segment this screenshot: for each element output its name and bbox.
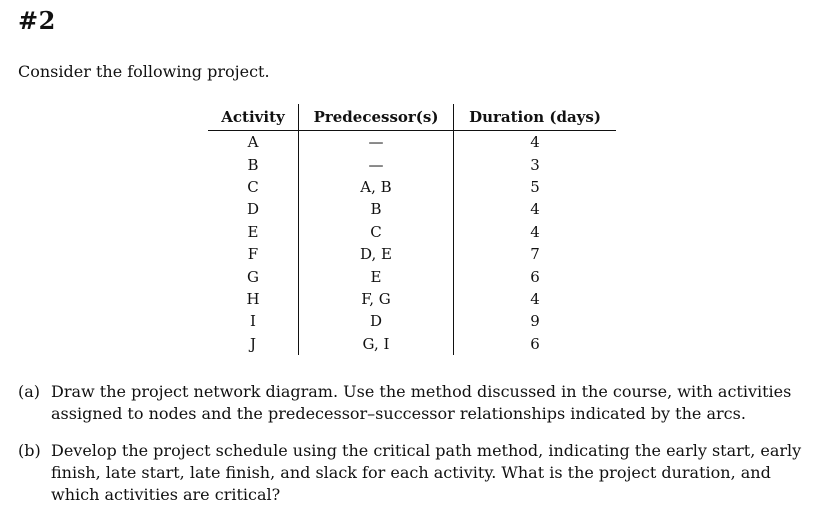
table-row [208, 131, 616, 154]
duration-cell: 5 [454, 176, 617, 198]
predecessors-cell: C [299, 221, 454, 243]
activity-cell: G [247, 267, 259, 286]
part-label: (b) [18, 441, 41, 460]
table-row [208, 221, 616, 243]
duration-cell: 7 [454, 243, 617, 265]
duration-cell: 4 [454, 131, 617, 154]
table-header-row [208, 104, 616, 131]
activity-table [208, 104, 616, 355]
activity-cell: D [246, 200, 260, 219]
activity-cell: A [247, 133, 259, 152]
duration-cell: 3 [454, 153, 617, 175]
predecessors-cell: B [299, 198, 454, 220]
predecessors-cell: E [299, 265, 454, 287]
activity-cell: C [247, 177, 259, 196]
table-row [208, 265, 616, 287]
duration-cell: 4 [454, 198, 617, 220]
part-label: (a) [18, 382, 41, 401]
activity-cell: H [246, 289, 260, 308]
table-row [208, 198, 616, 220]
question-part-a [18, 381, 808, 425]
activity-cell: F [247, 245, 259, 264]
duration-cell: 6 [454, 265, 617, 287]
header-activity: Activity [208, 104, 299, 131]
header-predecessors: Predecessor(s) [299, 104, 454, 131]
table-row [208, 153, 616, 175]
predecessors-cell: G, I [299, 333, 454, 355]
activity-cell: J [249, 334, 256, 353]
table-row [208, 243, 616, 265]
duration-cell: 6 [454, 333, 617, 355]
duration-cell: 9 [454, 310, 617, 332]
table-row [208, 310, 616, 332]
predecessors-cell: — [299, 153, 454, 175]
predecessors-cell: A, B [299, 176, 454, 198]
activity-cell: B [247, 155, 259, 174]
intro-text: Consider the following project. [18, 62, 270, 81]
activity-cell: E [247, 222, 259, 241]
table-row [208, 288, 616, 310]
part-text: Develop the project schedule using the critical path method, indicating the early start, early finish, late start, late finish, and slack for each activity. What is the project duration, and which activities are critical? [51, 441, 802, 504]
part-text: Draw the project network diagram. Use the method discussed in the course, with activities assigned to nodes and the predecessor–successor relationships indicated by the arcs. [51, 382, 792, 423]
predecessors-cell: F, G [299, 288, 454, 310]
question-part-b [18, 440, 808, 506]
predecessors-cell: D, E [299, 243, 454, 265]
problem-number: #2 [18, 6, 56, 35]
table-row [208, 333, 616, 355]
predecessors-cell: D [299, 310, 454, 332]
duration-cell: 4 [454, 288, 617, 310]
table-row [208, 176, 616, 198]
duration-cell: 4 [454, 221, 617, 243]
activity-cell: I [250, 312, 256, 331]
header-duration: Duration (days) [454, 104, 617, 131]
predecessors-cell: — [299, 131, 454, 154]
